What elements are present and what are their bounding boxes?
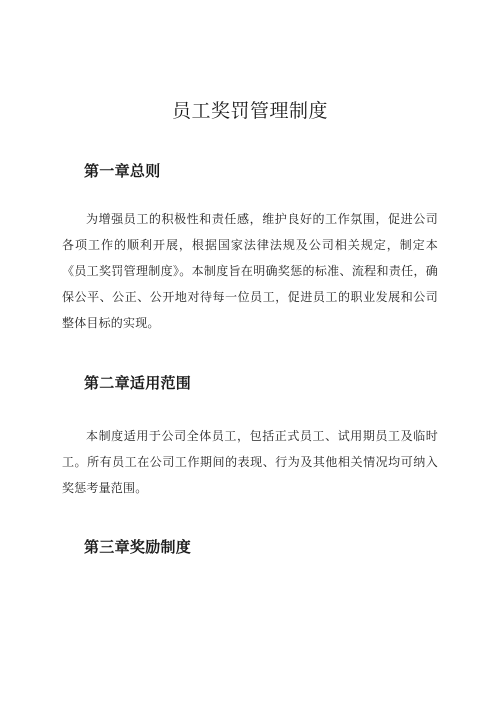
chapter-2-heading: 第二章适用范围 [84, 374, 192, 392]
chapter-2-paragraph: 本制度适用于公司全体员工，包括正式员工、试用期员工及临时工。所有员工在公司工作期间的表现、行为及其他相关情况均可纳入奖惩考量范围。 [62, 429, 438, 495]
document-title: 员工奖罚管理制度 [171, 100, 328, 122]
chapter-1-heading: 第一章总则 [84, 162, 161, 180]
chapter-1-paragraph: 为增强员工的积极性和责任感，维护良好的工作氛围，促进公司各项工作的顺利开展，根据国家法律法规及公司相关规定，制定本《员工奖罚管理制度》。本制度旨在明确奖惩的标准、流程和责任，确保公平、公正、公开地对待每一位员工，促进员工的职业发展和公司整体目标的实现。 [62, 212, 438, 330]
chapter-3-heading: 第三章奖励制度 [84, 538, 192, 556]
